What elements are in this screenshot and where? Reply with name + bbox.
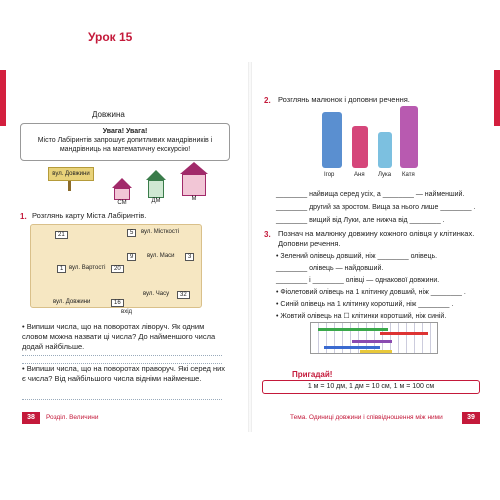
house-label-dm: ДМ bbox=[151, 198, 161, 204]
fill-sentence[interactable]: • Синій олівець на 1 клітинку коротший, ніж ________ . bbox=[276, 301, 454, 308]
labyrinth-map bbox=[30, 224, 202, 315]
footer-left: Розділ. Величини bbox=[46, 414, 99, 421]
hint-box: 1 м = 10 дм, 1 дм = 10 см, 1 м = 100 см bbox=[262, 380, 480, 394]
fill-sentence[interactable]: • Жовтий олівець на ☐ клітинки коротший, ніж синій. bbox=[276, 313, 447, 320]
task2-number: 2. bbox=[264, 96, 271, 105]
pencil-purple bbox=[352, 340, 392, 343]
kid-name: Лука bbox=[378, 172, 392, 178]
kid-katya bbox=[400, 106, 418, 168]
fill-sentence[interactable]: ________ вищий від Луки, але нижча від ________ . bbox=[276, 217, 445, 224]
map-number: 9 bbox=[127, 253, 136, 261]
fill-sentence[interactable]: ________ другий за зростом. Вища за нього лише ________ . bbox=[276, 204, 476, 211]
right-edge-tab bbox=[494, 70, 500, 126]
kid-igor bbox=[322, 112, 342, 168]
task2-text: Розглянь малюнок і доповни речення. bbox=[278, 95, 410, 104]
map-street: вул. Вартості bbox=[69, 265, 106, 271]
fill-sentence[interactable]: ________ найвища серед усіх, а ________ — найменший. bbox=[276, 191, 465, 198]
left-edge-tab bbox=[0, 70, 6, 126]
bullet-left-turns: • Випиши числа, що на поворотах ліворуч. Як одним словом можна назвати ці числа? До найменшого числа додай найбільше. bbox=[22, 322, 216, 351]
map-street: вул. Маси bbox=[147, 253, 175, 259]
fill-sentence[interactable]: • Фіолетовий олівець на 1 клітинку довший, ніж ________ . bbox=[276, 289, 466, 296]
answer-line[interactable] bbox=[22, 392, 222, 400]
house-label-m: М bbox=[191, 196, 197, 202]
notice-title: Увага! Увага! bbox=[102, 128, 148, 135]
map-number: 5 bbox=[127, 229, 136, 237]
pencil-green bbox=[318, 328, 388, 331]
kid-name: Ігор bbox=[324, 172, 335, 178]
fill-sentence[interactable]: ________ олівець — найдовший. bbox=[276, 265, 384, 272]
fill-sentence[interactable]: ________ і ________ олівці — однакової довжини. bbox=[276, 277, 440, 284]
answer-line[interactable] bbox=[22, 348, 222, 356]
lesson-title: Урок 15 bbox=[88, 30, 133, 44]
kid-anya bbox=[352, 126, 368, 168]
map-number: 21 bbox=[55, 231, 68, 239]
kid-name: Аня bbox=[354, 172, 365, 178]
map-street: вул. Часу bbox=[143, 291, 170, 297]
task1-text: Розглянь карту Міста Лабіринтів. bbox=[32, 211, 147, 220]
house-small bbox=[112, 178, 132, 206]
notice-text: Місто Лабіринтів запрошує допитливих мандрівників і мандрівниць на математичну екскурсію! bbox=[37, 137, 213, 153]
page-number-left: 38 bbox=[22, 412, 40, 424]
footer-right: Тема. Одиниці довжини і співвідношення між ними bbox=[290, 414, 443, 421]
map-number: 20 bbox=[111, 265, 124, 273]
task3-number: 3. bbox=[264, 230, 271, 239]
book-gutter bbox=[248, 62, 252, 432]
house-label-sm: СМ bbox=[117, 200, 127, 206]
kid-name: Катя bbox=[402, 172, 415, 178]
map-number: 16 bbox=[111, 299, 124, 307]
street-sign: вул. Довжини bbox=[48, 167, 94, 181]
page-number-right: 39 bbox=[462, 412, 480, 424]
map-street: вул. Довжини bbox=[53, 299, 91, 305]
map-number: 32 bbox=[177, 291, 190, 299]
bullet-right-turns: • Випиши числа, що на поворотах праворуч. Які серед них є числа? Від найбільшого числа відніми найменше. bbox=[22, 364, 226, 383]
pencil-red bbox=[380, 332, 428, 335]
map-entrance: вхід bbox=[121, 309, 133, 315]
house-medium bbox=[146, 170, 166, 204]
task1-number: 1. bbox=[20, 212, 27, 221]
map-number: 3 bbox=[185, 253, 194, 261]
kid-luka bbox=[378, 132, 392, 168]
sign-post bbox=[68, 181, 71, 191]
lesson-subtitle: Довжина bbox=[92, 110, 125, 119]
map-number: 1 bbox=[57, 265, 66, 273]
map-street: вул. Місткості bbox=[141, 229, 179, 235]
task3-text: Познач на малюнку довжину кожного олівця у клітинках. Доповни речення. bbox=[278, 229, 475, 248]
house-large bbox=[180, 162, 208, 202]
pencil-yellow bbox=[360, 350, 392, 353]
hint-title: Пригадай! bbox=[292, 370, 333, 379]
notice-box bbox=[20, 123, 230, 161]
fill-sentence[interactable]: • Зелений олівець довший, ніж ________ олівець. bbox=[276, 253, 438, 260]
pencil-blue bbox=[324, 346, 380, 349]
answer-line[interactable] bbox=[22, 356, 222, 364]
